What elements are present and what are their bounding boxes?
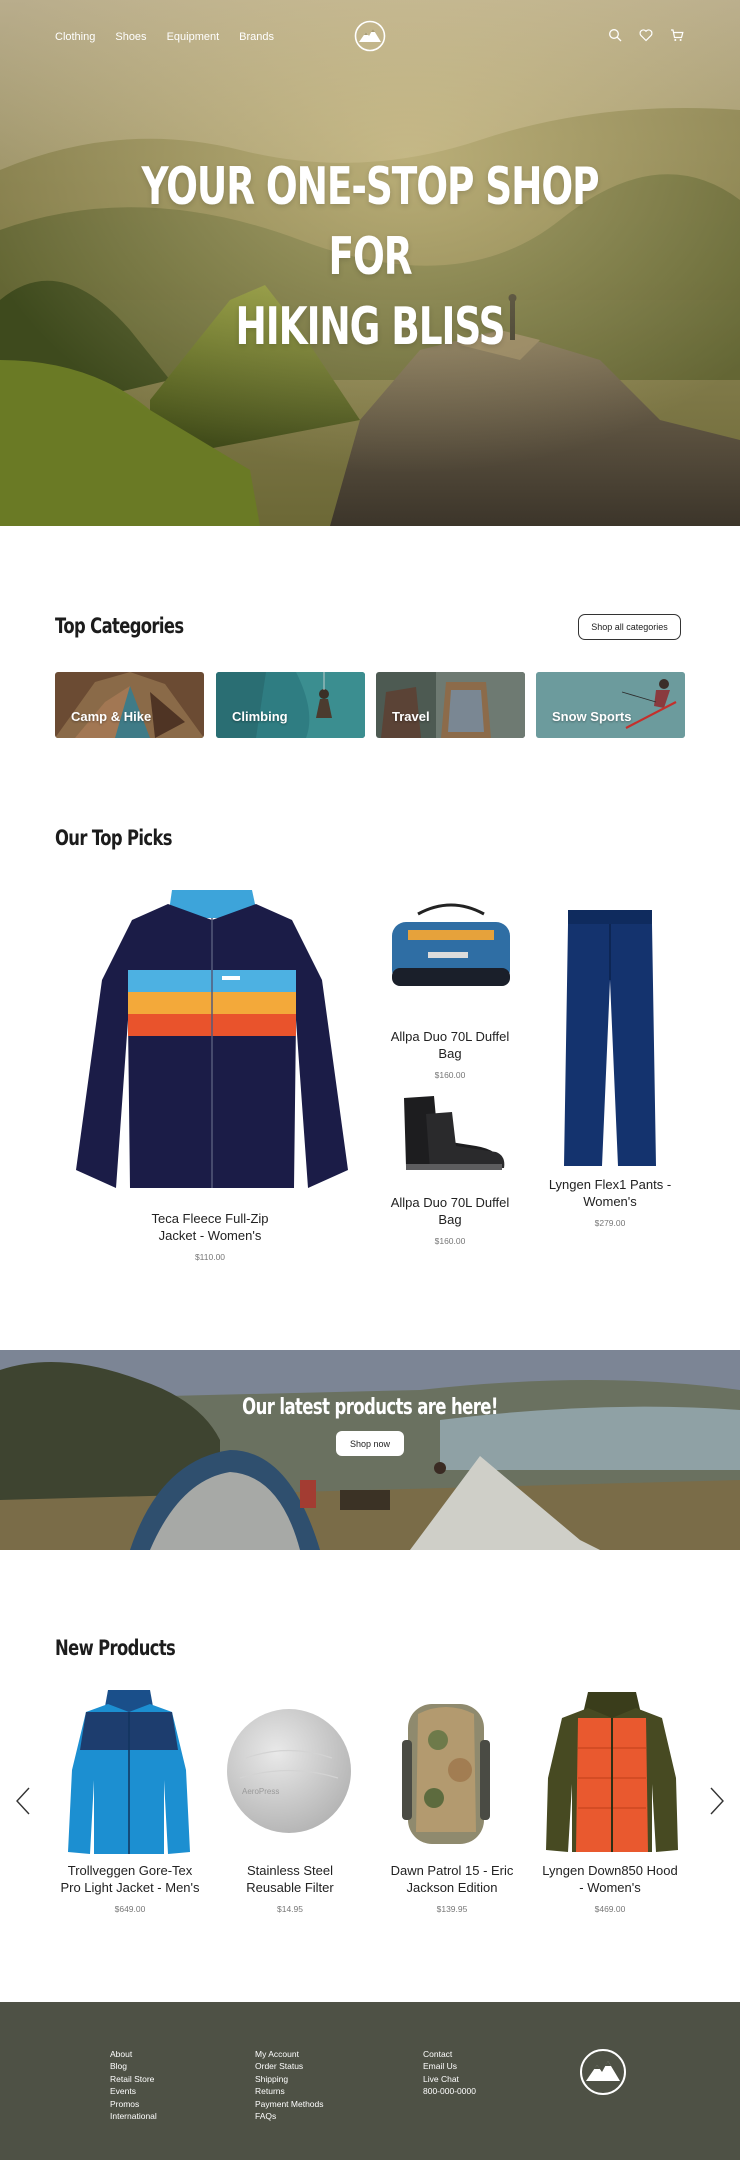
- footer-link-live-chat[interactable]: Live Chat: [423, 2073, 459, 2084]
- footer-column-account: [255, 2048, 324, 2122]
- new-product-name-2[interactable]: Stainless Steel Reusable Filter: [246, 1863, 334, 1895]
- gore-tex-jacket-image[interactable]: [66, 1690, 192, 1856]
- new-product-price-4: $469.00: [594, 1904, 626, 1914]
- footer-logo-icon[interactable]: [579, 2048, 627, 2096]
- footer-column-company: [110, 2048, 157, 2122]
- footer-phone-number[interactable]: 800-000-0000: [423, 2086, 476, 2097]
- new-product-name-3[interactable]: Dawn Patrol 15 - Eric Jackson Edition: [390, 1863, 514, 1895]
- category-label-travel: Travel: [392, 709, 430, 724]
- footer-link-my-account[interactable]: My Account: [255, 2049, 299, 2059]
- new-product-name-4[interactable]: Lyngen Down850 Hood - Women's: [542, 1863, 678, 1895]
- footer-link-contact[interactable]: Contact: [423, 2049, 453, 2059]
- nav-link-shoes[interactable]: Shoes: [115, 31, 147, 43]
- banner-title: Our latest products are here!: [242, 1395, 498, 1420]
- category-label-camp-hike: Camp & Hike: [71, 709, 152, 724]
- new-products-title: New Products: [55, 1636, 176, 1660]
- footer-link-email-us[interactable]: Email Us: [423, 2061, 458, 2072]
- reusable-filter-image[interactable]: [226, 1708, 352, 1834]
- site-footer: [0, 2002, 740, 2160]
- snow-sports-image: [536, 672, 685, 738]
- carousel-next-arrow-icon[interactable]: [708, 1786, 726, 1816]
- category-label-snow-sports: Snow Sports: [552, 709, 632, 724]
- brand-logo-icon[interactable]: [354, 20, 386, 52]
- heart-icon[interactable]: [639, 28, 653, 42]
- camp-hike-image: [55, 672, 204, 738]
- nav-link-equipment[interactable]: Equipment: [166, 31, 220, 43]
- boots-image[interactable]: [396, 1094, 508, 1174]
- footer-link-returns[interactable]: Returns: [255, 2086, 285, 2097]
- new-product-price-3: $139.95: [436, 1904, 468, 1914]
- footer-link-retail-store[interactable]: Retail Store: [110, 2073, 155, 2084]
- footer-link-events[interactable]: Events: [110, 2086, 136, 2097]
- new-product-price-2: $14.95: [277, 1904, 303, 1914]
- nav-actions: [608, 28, 684, 42]
- new-product-name-1[interactable]: Trollveggen Gore-Tex Pro Light Jacket - Men's: [60, 1863, 200, 1895]
- nav-link-brands[interactable]: Brands: [239, 31, 275, 43]
- category-card-snow-sports[interactable]: [536, 672, 685, 738]
- carousel-prev-arrow-icon[interactable]: [14, 1786, 32, 1816]
- shop-now-button[interactable]: Shop now: [336, 1431, 404, 1456]
- footer-link-blog[interactable]: Blog: [110, 2061, 128, 2072]
- footer-link-order-status[interactable]: Order Status: [255, 2061, 304, 2072]
- search-icon[interactable]: [608, 28, 622, 42]
- backpack-image[interactable]: [398, 1700, 494, 1846]
- climbing-image: [216, 672, 365, 738]
- hero-title-line-1: YOUR ONE-STOP SHOP FOR: [141, 157, 599, 287]
- top-pick-name-1[interactable]: Teca Fleece Full-Zip Jacket - Women's: [151, 1211, 269, 1243]
- svg-text:AeroPress: AeroPress: [242, 1787, 280, 1796]
- fleece-jacket-image[interactable]: [72, 890, 352, 1190]
- footer-link-promos[interactable]: Promos: [110, 2098, 140, 2109]
- top-pick-price-4: $279.00: [594, 1218, 626, 1228]
- travel-image: [376, 672, 525, 738]
- top-picks-title: Our Top Picks: [55, 826, 172, 850]
- top-nav: [0, 0, 740, 74]
- footer-link-faqs[interactable]: FAQs: [255, 2111, 277, 2122]
- top-pick-price-3: $160.00: [434, 1236, 466, 1246]
- top-pick-name-2[interactable]: Allpa Duo 70L Duffel Bag: [390, 1029, 510, 1061]
- down-jacket-image[interactable]: [544, 1692, 680, 1854]
- footer-column-contact: [423, 2048, 476, 2098]
- category-card-camp-hike[interactable]: [55, 672, 204, 738]
- cart-icon[interactable]: [670, 28, 684, 42]
- footer-link-about[interactable]: About: [110, 2049, 133, 2059]
- footer-link-international[interactable]: International: [110, 2111, 157, 2122]
- nav-links: [55, 31, 274, 43]
- pants-image[interactable]: [562, 910, 658, 1170]
- new-product-price-1: $649.00: [114, 1904, 146, 1914]
- top-pick-price-1: $110.00: [194, 1252, 226, 1262]
- hero-title: [104, 152, 637, 362]
- category-card-climbing[interactable]: [216, 672, 365, 738]
- category-label-climbing: Climbing: [232, 709, 288, 724]
- footer-link-shipping[interactable]: Shipping: [255, 2073, 289, 2084]
- category-card-travel[interactable]: [376, 672, 525, 738]
- latest-products-banner: [0, 1350, 740, 1550]
- top-pick-price-2: $160.00: [434, 1070, 466, 1080]
- duffel-bag-image[interactable]: [388, 902, 514, 996]
- hero-title-line-2: HIKING BLISS: [235, 297, 505, 357]
- top-pick-name-4[interactable]: Lyngen Flex1 Pants - Women's: [548, 1177, 672, 1209]
- top-pick-name-3[interactable]: Allpa Duo 70L Duffel Bag: [390, 1195, 510, 1227]
- top-categories-title: Top Categories: [55, 614, 184, 638]
- shop-all-categories-button[interactable]: Shop all categories: [578, 614, 681, 640]
- nav-link-clothing[interactable]: Clothing: [55, 31, 96, 43]
- footer-link-payment-methods[interactable]: Payment Methods: [255, 2098, 324, 2109]
- hero-section: [0, 0, 740, 526]
